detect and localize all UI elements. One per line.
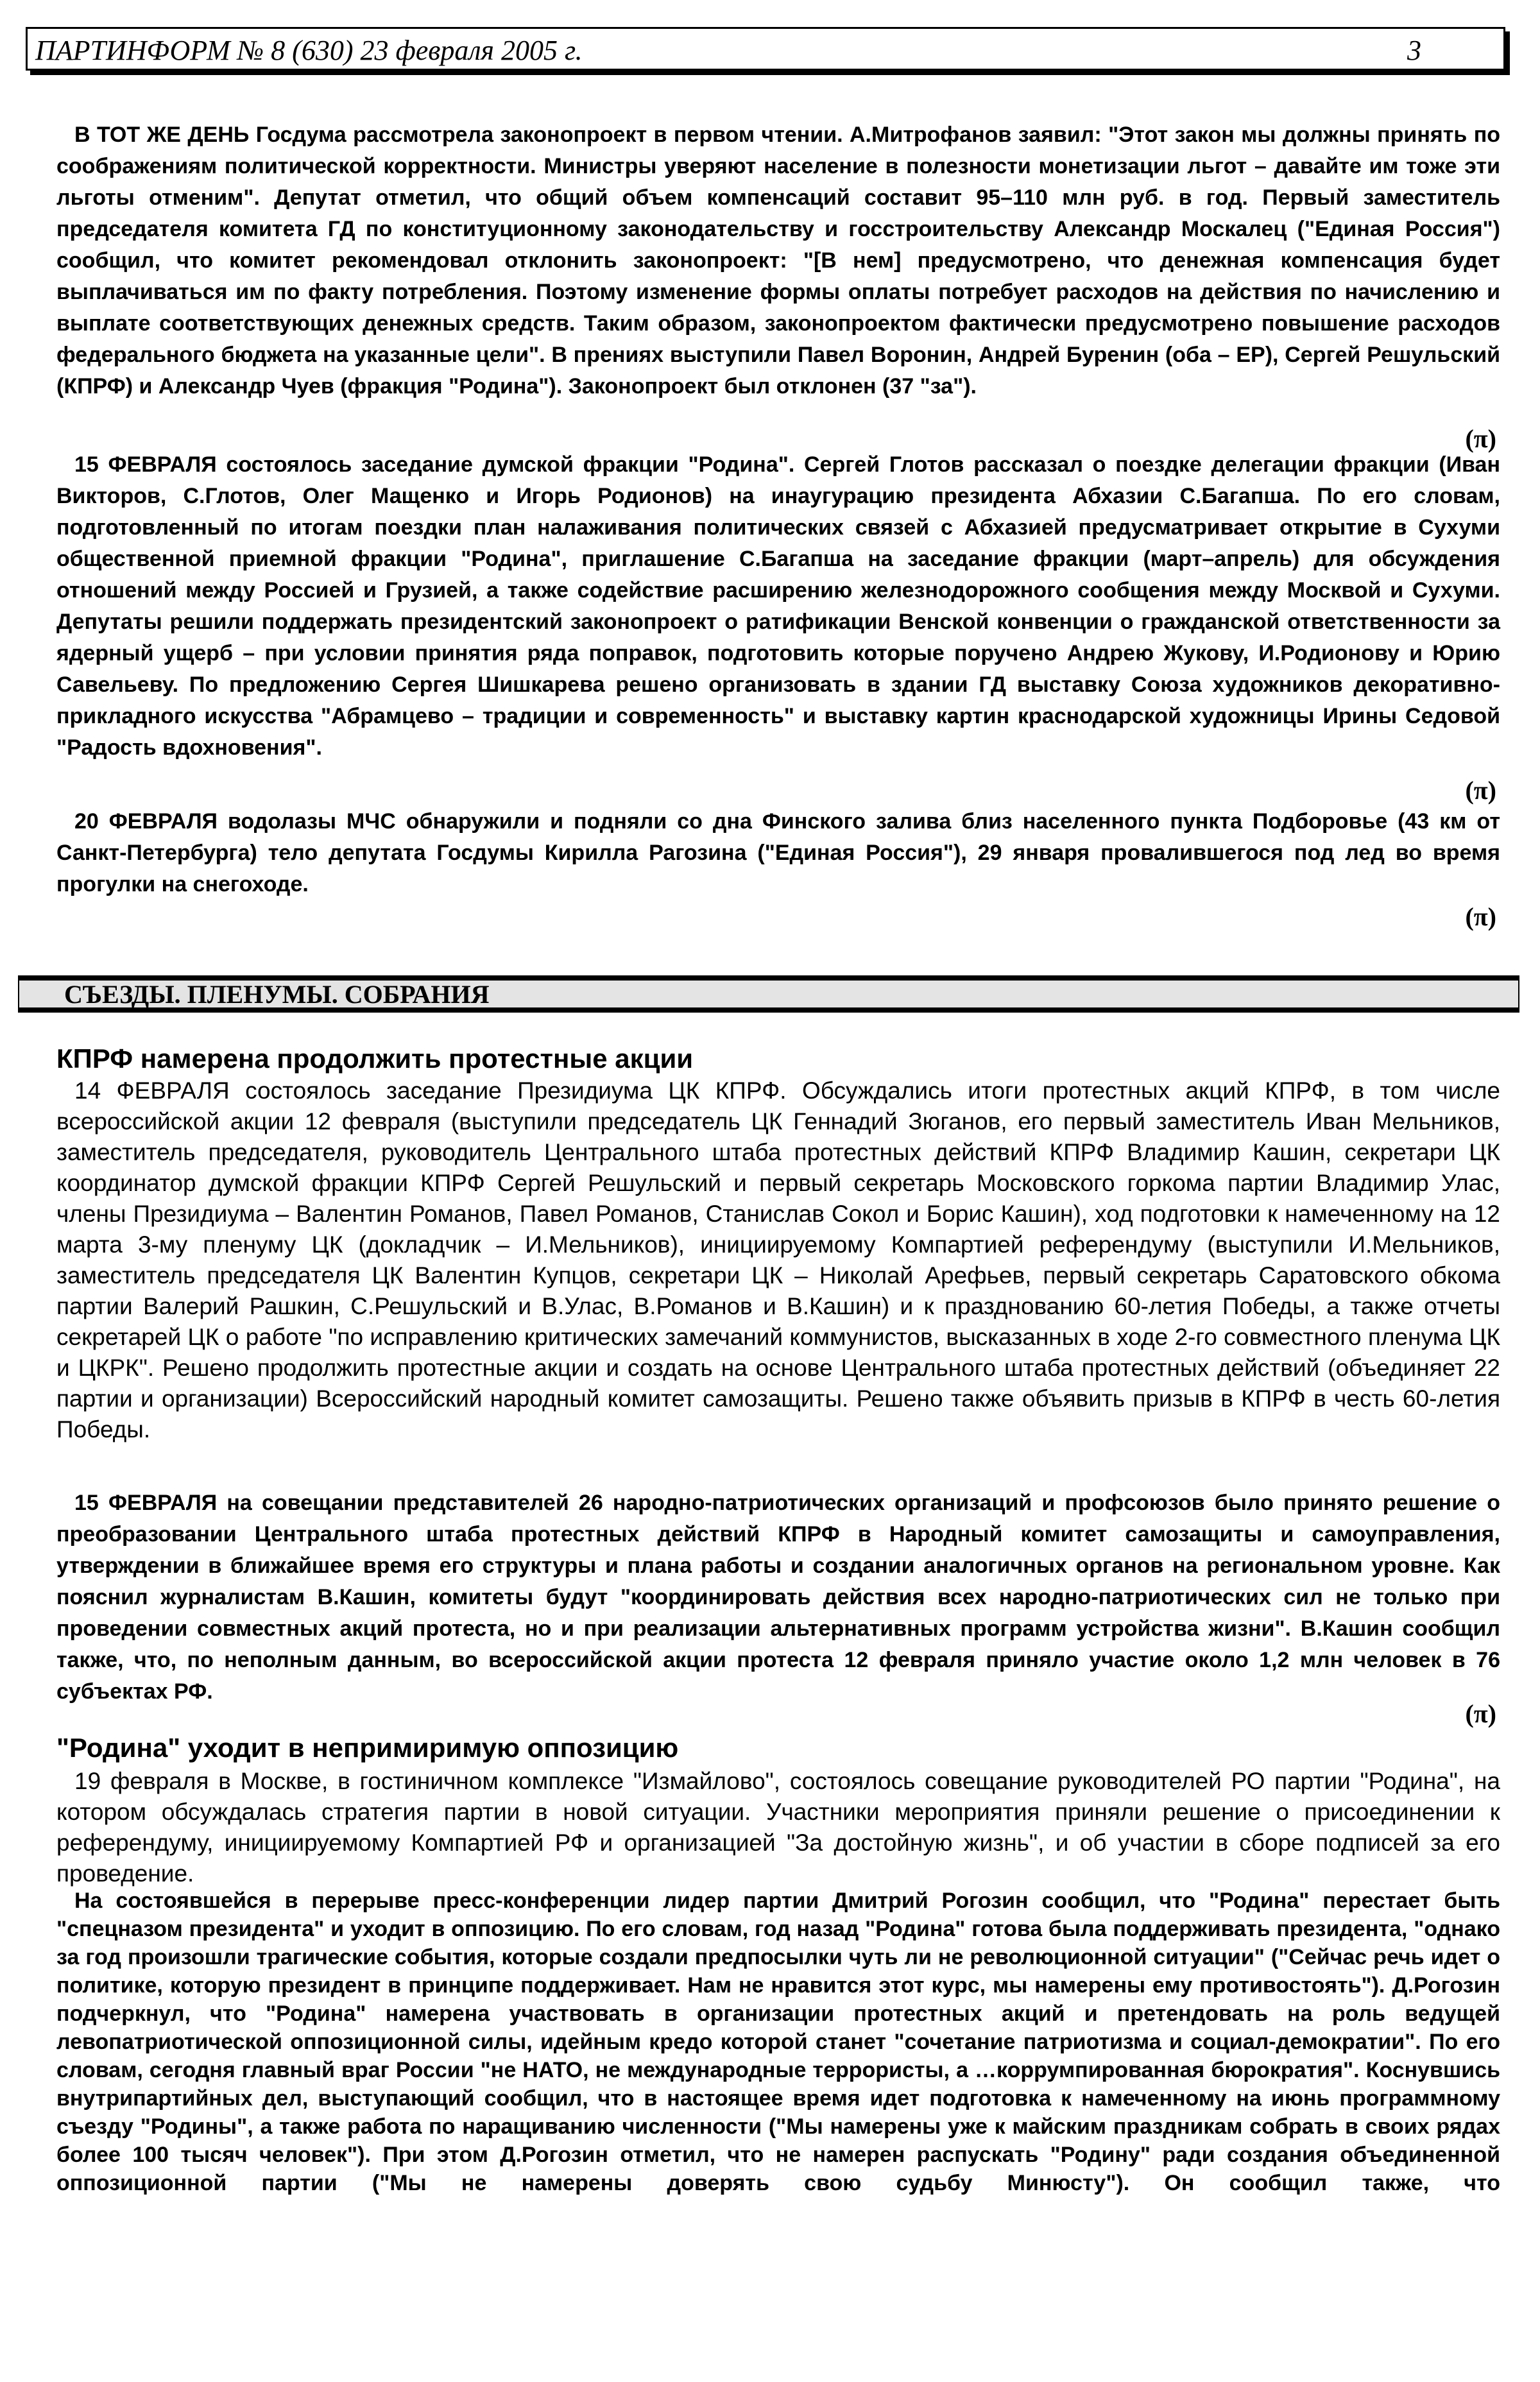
news-item-rodina-faction: 15 ФЕВРАЛЯ состоялось заседание думской фракции "Родина". Сергей Глотов рассказал о поездке делегации фракции (Иван Викторов, С.Глотов, Олег Мащенко и Игорь Родионов) на инаугурацию президента Абхазии С.Багапша. По его словам, подготовленный по итогам поездки план налаживания политических связей с Абхазией предусматривает открытие в Сухуми общественной приемной фракции "Родина", приглашение С.Багапша на заседание фракции (март–апрель) для обсуждения отношений между Россией и Грузией, а также содействие расширению железнодорожного сообщения между Москвой и Сухуми. Депутаты решили поддержать президентский законопроект о ратификации Венской конвенции о гражданской ответственности за ядерный ущерб – при условии принятия ряда поправок, подготовить которые поручено Андрею Жукову, И.Родионову и Юрию Савельеву. По предложению Сергея Шишкарева решено организовать в здании ГД выставку Союза художников декоративно-прикладного искусства "Абрамцево – традиции и современность" и выставку картин краснодарской художницы Ирины Седовой "Радость вдохновения". (56, 452, 1500, 760)
article-paragraph: 14 ФЕВРАЛЯ состоялось заседание Президиума ЦК КПРФ. Обсуждались итоги протестных акций КПРФ, в том числе всероссийской акции 12 февраля (выступили председатель ЦК Геннадий Зюганов, его первый заместитель Иван Мельников, заместитель председателя, руководитель Центрального штаба протестных действий КПРФ Владимир Кашин, секретари ЦК координатор думской фракции КПРФ Сергей Решульский и первый секретарь Московского горкома партии Владимир Улас, члены Президиума – Валентин Романов, Павел Романов, Станислав Сокол и Борис Кашин), ход подготовки к намеченному на 12 марта 3-му пленуму ЦК (докладчик – И.Мельников), инициируемому Компартией референдуму (выступили И.Мельников, заместитель председателя ЦК Валентин Купцов, секретари ЦК – Николай Арефьев, первый секретарь Саратовского обкома партии Валерий Рашкин, С.Решульский и В.Улас, В.Романов и В.Кашин) и к празднованию 60-летия Победы, а также отчеты секретарей ЦК о работе "по исправлению критических замечаний коммунистов, высказанных в ходе 2-го совместного пленума ЦК и ЦКРК". Решено продолжить протестные акции и создать на основе Центрального штаба протестных действий (объединяет 22 партии и организации) Всероссийский народный комитет самозащиты. Решено также объявить призыв в КПРФ в честь 60-летия Победы. (56, 1077, 1500, 1443)
source-mark: (π) (1465, 776, 1496, 805)
article-headline: "Родина" уходит в непримиримую оппозицию (56, 1733, 679, 1763)
page-header (26, 27, 1505, 71)
news-item-duma-bill: В ТОТ ЖЕ ДЕНЬ Госдума рассмотрела законопроект в первом чтении. А.Митрофанов заявил: "Этот закон мы должны принять по соображениям политической корректности. Министры уверяют население в полезности монетизации льгот – давайте им тоже эти льготы отменим". Депутат отметил, что общий объем компенсаций составит 95–110 млн руб. в год. Первый заместитель председателя комитета ГД по конституционному законодательству и госстроительству Александр Москалец ("Единая Россия") сообщил, что комитет рекомендовал отклонить законопроект: "[В нем] предусмотрено, что денежная компенсация будет выплачиваться им по факту потребления. Поэтому изменение формы оплаты потребует расходов на действия по начислению и выплате соответствующих денежных средств. Таким образом, законопроектом фактически предусмотрено повышение расходов федерального бюджета на указанные цели". В прениях выступили Павел Воронин, Андрей Буренин (оба – ЕР), Сергей Решульский (КПРФ) и Александр Чуев (фракция "Родина"). Законопроект был отклонен (37 "за"). (56, 123, 1500, 398)
source-mark: (π) (1465, 424, 1496, 453)
article-paragraph: На состоявшейся в перерыве пресс-конференции лидер партии Дмитрий Рогозин сообщил, что "Родина" перестает быть "спецназом президента" и уходит в оппозицию. По его словам, год назад "Родина" готова была поддерживать президента, "однако за год произошли трагические события, которые создали предпосылки чуть ли не революционной ситуации" ("Сейчас речь идет о политике, которую президент в принципе поддерживает. Нам не нравится этот курс, мы намерены ему противостоять"). Д.Рогозин подчеркнул, что "Родина" намерена участвовать в организации протестных акций и претендовать на роль ведущей левопатриотической оппозиционной силы, идейным кредо которой станет "сочетание патриотизма и социал-демократии". По его словам, сегодня главный враг России "не НАТО, не международные террористы, а …коррумпированная бюрократия". Коснувшись внутрипартийных дел, выступающий сообщил, что в настоящее время идет подготовка к намеченному на июнь программному съезду "Родины", а также работа по наращиванию численности ("Мы намерены уже к майским праздникам собрать в своих рядах более 100 тысяч человек"). При этом Д.Рогозин отметил, что не намерен распускать "Родину" ради создания объединенной оппозиционной партии ("Мы не намерены доверять свою судьбу Минюсту"). Он сообщил также, что (56, 1889, 1500, 2195)
article-paragraph: 19 февраля в Москве, в гостиничном комплексе "Измайлово", состоялось совещание руководителей РО партии "Родина", на котором обсуждалась стратегия партии в новой ситуации. Участники мероприятия приняли решение о присоединении к референдуму, инициируемому Компартией РФ и организацией "За достойную жизнь", и об участии в сборе подписей за его проведение. (56, 1768, 1500, 1887)
section-header (18, 975, 1519, 1013)
section-title: СЪЕЗДЫ. ПЛЕНУМЫ. СОБРАНИЯ (64, 980, 490, 1009)
issue-title: ПАРТИНФОРМ № 8 (630) 23 февраля 2005 г. (35, 35, 583, 66)
source-mark: (π) (1465, 1699, 1496, 1728)
article-headline: КПРФ намерена продолжить протестные акции (56, 1043, 694, 1074)
source-mark: (π) (1465, 902, 1496, 931)
article-paragraph: 15 ФЕВРАЛЯ на совещании представителей 26 народно-патриотических организаций и профсоюзов было принято решение о преобразовании Центрального штаба протестных действий КПРФ в Народный комитет самозащиты и самоуправления, утверждении в ближайшее время его структуры и плана работы и создании аналогичных органов на региональном уровне. Как пояснил журналистам В.Кашин, комитеты будут "координировать действия всех народно-патриотических сил не только при проведении совместных акций протеста, но и при реализации альтернативных программ устройства жизни". В.Кашин сообщил также, что, по неполным данным, во всероссийской акции протеста 12 февраля приняло участие около 1,2 млн человек в 76 субъектах РФ. (56, 1491, 1500, 1704)
news-item-ragozin: 20 ФЕВРАЛЯ водолазы МЧС обнаружили и подняли со дна Финского залива близ населенного пункта Подборовье (43 км от Санкт-Петербурга) тело депутата Госдумы Кирилла Рагозина ("Единая Россия"), 29 января провалившегося под лед во время прогулки на снегоходе. (56, 809, 1500, 896)
page-number: 3 (1407, 35, 1421, 66)
